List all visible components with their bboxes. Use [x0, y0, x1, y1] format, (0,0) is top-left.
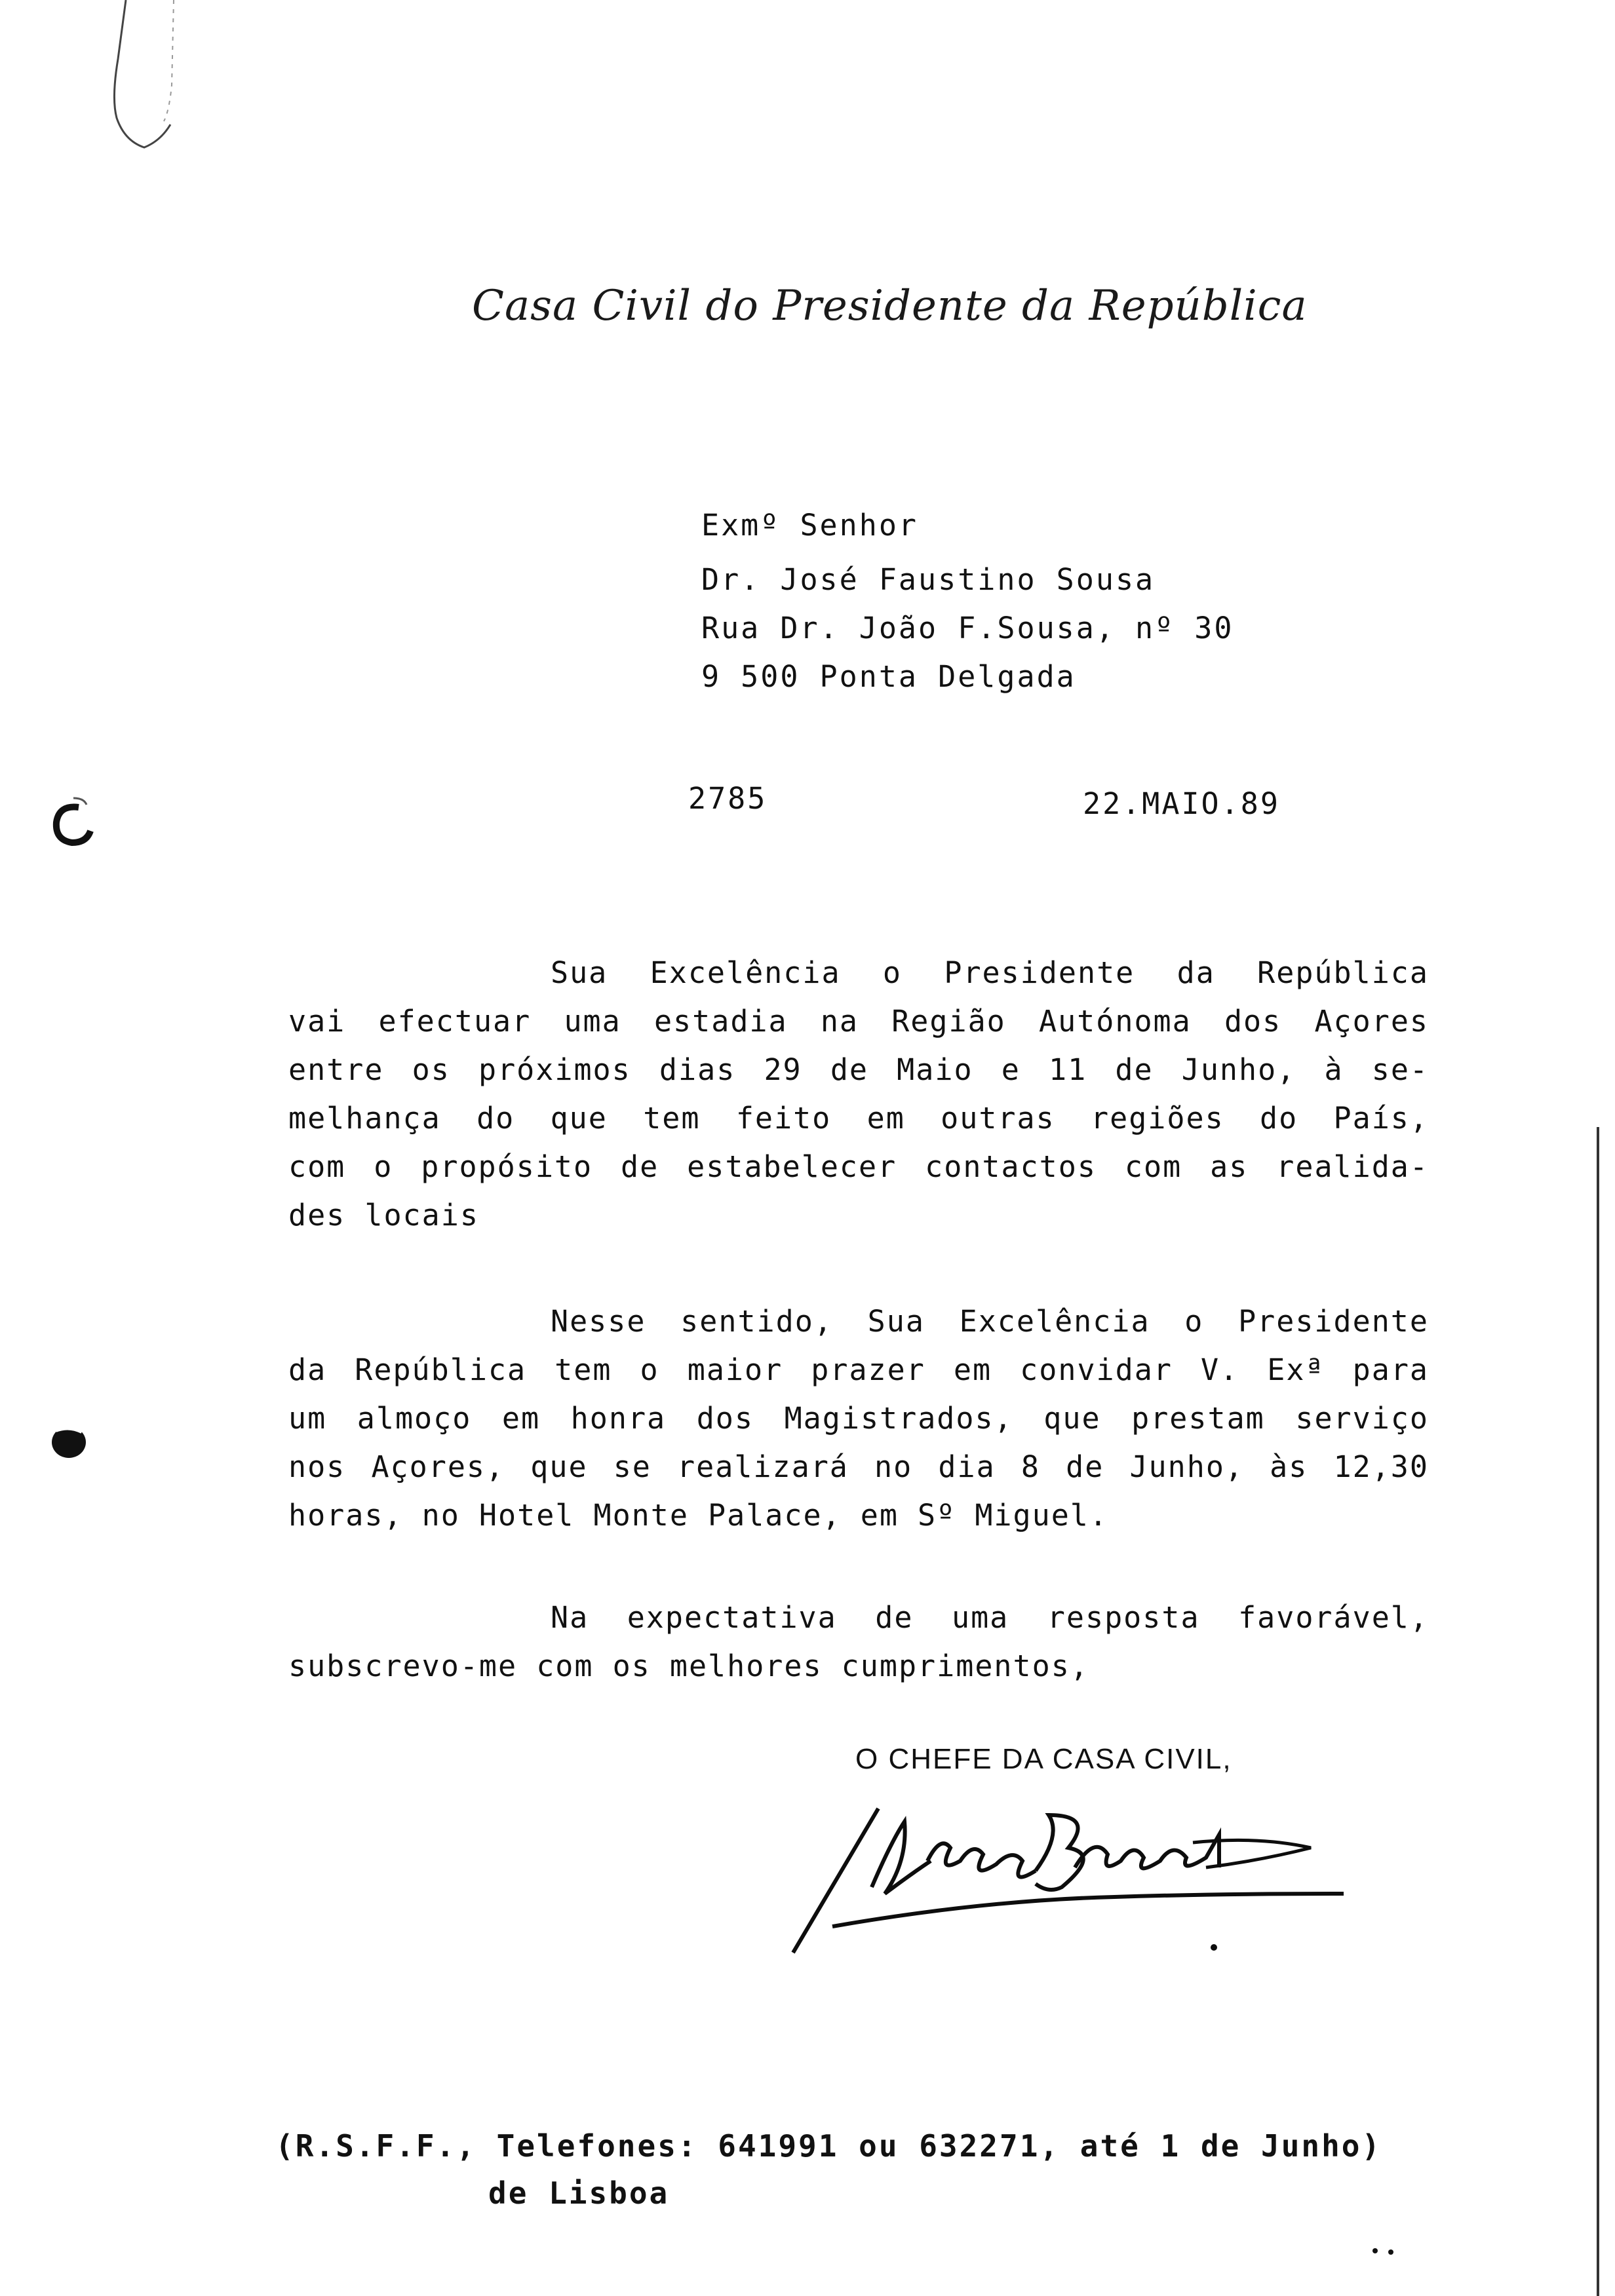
- paragraph-line: Sua Excelência o Presidente da República: [551, 955, 1429, 990]
- paragraph-line: Nesse sentido, Sua Excelência o Presidente: [551, 1304, 1429, 1339]
- punch-hole-mark: [43, 1412, 98, 1471]
- footer-contact-line: (R.S.F.F., Telefones: 641991 ou 632271, até 1 de Junho): [275, 2128, 1382, 2164]
- letter-date: 22.MAIO.89: [1083, 786, 1280, 821]
- recipient-name: Dr. José Faustino Sousa: [701, 562, 1156, 597]
- body-paragraph-1: [288, 949, 1429, 1240]
- paragraph-line: des locais: [288, 1198, 479, 1233]
- recipient-salutation: Exmº Senhor: [701, 508, 919, 543]
- paragraph-line: da República tem o maior prazer em convidar V. Exª para: [288, 1352, 1429, 1387]
- paragraph-line: entre os próximos dias 29 de Maio e 11 de Junho, à se-: [288, 1052, 1429, 1087]
- closing-title: O CHEFE DA CASA CIVIL,: [855, 1743, 1232, 1775]
- paragraph-line: Na expectativa de uma resposta favorável,: [551, 1600, 1429, 1635]
- pencil-stroke-mark: [98, 0, 190, 157]
- paragraph-line: vai efectuar uma estadia na Região Autónoma dos Açores: [288, 1004, 1429, 1039]
- paragraph-line: melhança do que tem feito em outras regiões do País,: [288, 1101, 1429, 1136]
- paragraph-line: com o propósito de estabelecer contactos com as realida-: [288, 1149, 1429, 1184]
- paragraph-line: um almoço em honra dos Magistrados, que prestam serviço: [288, 1401, 1429, 1436]
- paragraph-line: subscrevo-me com os melhores cumprimentos,: [288, 1649, 1089, 1683]
- scan-dots-mark: [1369, 2244, 1401, 2257]
- paragraph-line: horas, no Hotel Monte Palace, em Sº Miguel.: [288, 1498, 1108, 1533]
- body-paragraph-3: [288, 1594, 1429, 1691]
- recipient-street: Rua Dr. João F.Sousa, nº 30: [701, 611, 1234, 645]
- recipient-city: 9 500 Ponta Delgada: [701, 659, 1076, 694]
- body-paragraph-2: [288, 1297, 1429, 1540]
- signature: [787, 1795, 1350, 1966]
- page-edge-line: [1597, 1127, 1599, 2296]
- punch-hole-mark: [46, 793, 98, 852]
- footer-location-line: de Lisboa: [488, 2175, 670, 2211]
- reference-number: 2785: [688, 781, 768, 816]
- letterhead: Casa Civil do Presidente da República: [472, 282, 1308, 330]
- paragraph-line: nos Açores, que se realizará no dia 8 de Junho, às 12,30: [288, 1449, 1429, 1484]
